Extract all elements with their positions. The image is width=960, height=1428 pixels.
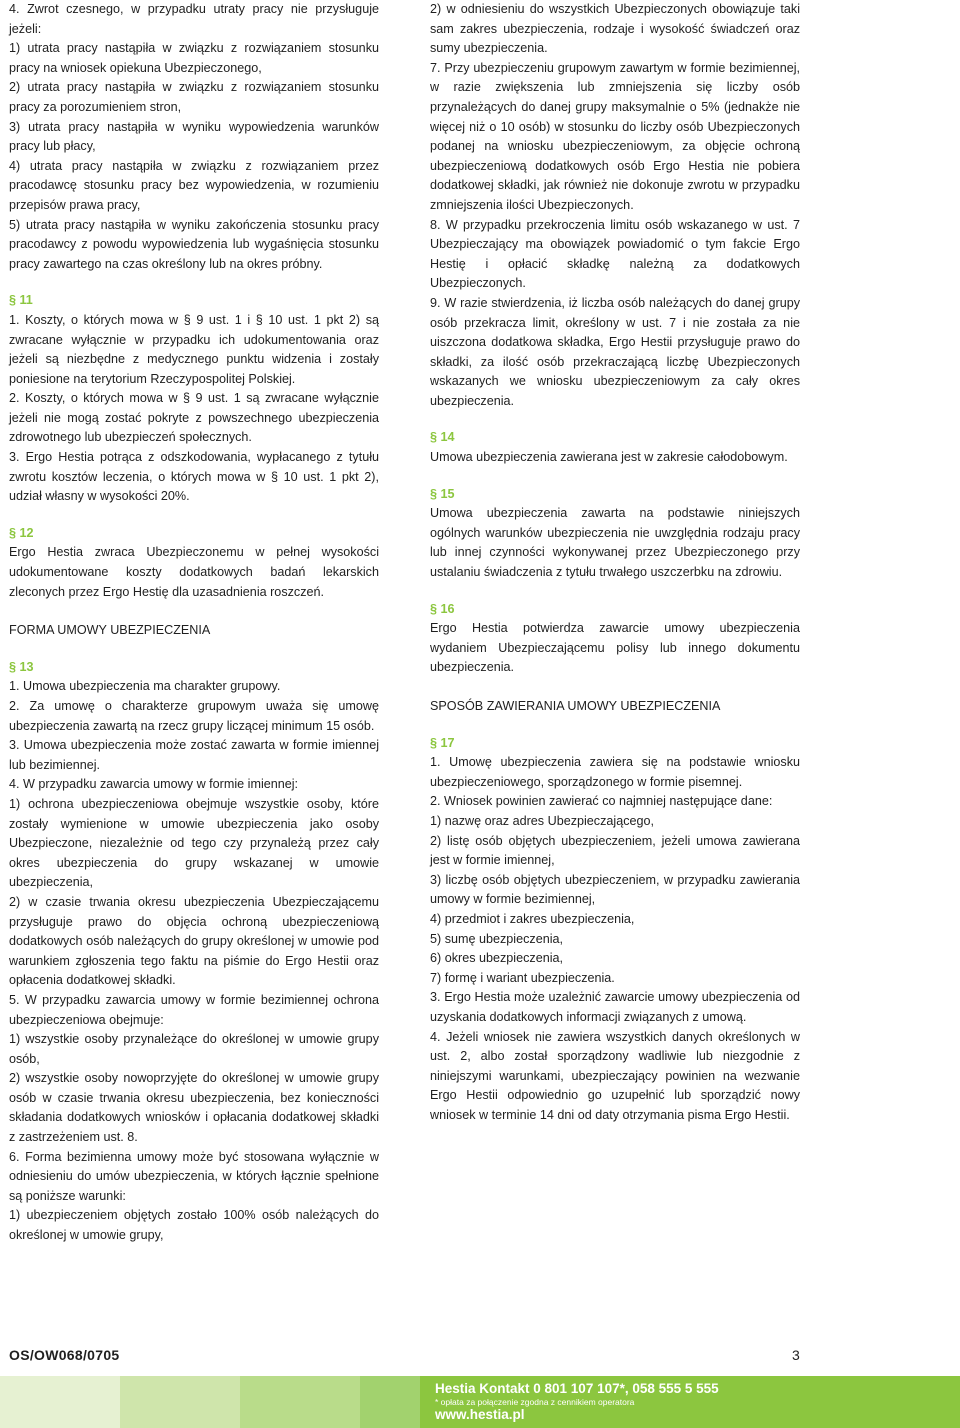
paragraph: 1) ochrona ubezpieczeniowa obejmuje wszystkie osoby, które zostały wymienione w umowie ubezpieczenia jako osoby Ubezpieczone, niezależnie od tego czy przynależą przez cały okres ubezpieczenia do grupy wskazanej w umowie ubezpieczenia, xyxy=(9,796,379,890)
contact-note: * opłata za połączenie zgodna z cennikiem operatora xyxy=(435,1397,635,1407)
paragraph: 4. Zwrot czesnego, w przypadku utraty pracy nie przysługuje jeżeli: xyxy=(9,2,379,36)
paragraph: 1) wszystkie osoby przynależące do określonej w umowie grupy osób, xyxy=(9,1032,379,1066)
paragraph: Umowa ubezpieczenia zawarta na podstawie niniejszych ogólnych warunków ubezpieczenia nie uwzględnia rodzaju pracy lub innej czynności wykonywanej przez Ubezpieczonego przy ustalaniu świadczenia z tytułu trwałego uszczerbku na zdrowiu. xyxy=(430,506,800,580)
section-number: § 17 xyxy=(430,735,455,750)
paragraph: 1. Koszty, o których mowa w § 9 ust. 1 i § 10 ust. 1 pkt 2) są zwracane wyłącznie w przypadku ich udokumentowania oraz jeżeli są niezbędne z medycznego punktu widzenia i zostały poniesione na terytorium Rzeczypospolitej Polskiej. xyxy=(9,312,379,386)
paragraph: 4) utrata pracy nastąpiła w związku z rozwiązaniem przez pracodawcę stosunku pracy bez wypowiedzenia, w rozumieniu przepisów prawa pracy, xyxy=(9,158,379,212)
left-column xyxy=(9,0,379,1246)
stripe-1 xyxy=(0,1376,120,1428)
section-number: § 16 xyxy=(430,601,455,616)
paragraph: 2. Wniosek powinien zawierać co najmniej następujące dane: xyxy=(430,794,773,809)
page-number: 3 xyxy=(792,1347,800,1363)
section-heading: SPOSÓB ZAWIERANIA UMOWY UBEZPIECZENIA xyxy=(430,699,721,713)
paragraph: 5) sumę ubezpieczenia, xyxy=(430,931,564,946)
paragraph: 1. Umowa ubezpieczenia ma charakter grupowy. xyxy=(9,679,281,694)
paragraph: 4. W przypadku zawarcia umowy w formie imiennej: xyxy=(9,777,299,792)
paragraph: 2) utrata pracy nastąpiła w związku z rozwiązaniem stosunku pracy za porozumieniem stron, xyxy=(9,80,379,114)
contact-box xyxy=(435,1381,719,1423)
paragraph: 2) w odniesieniu do wszystkich Ubezpieczonych obowiązuje taki sam zakres ubezpieczenia, rodzaje i wysokość świadczeń oraz sumy ubezpieczenia. xyxy=(430,2,800,56)
right-column xyxy=(430,0,800,1125)
paragraph: 5) utrata pracy nastąpiła w wyniku zakończenia stosunku pracy pracodawcy z powodu wypowiedzenia lub wygaśnięcia stosunku pracy zawartego na czas określony lub na okres próbny. xyxy=(9,217,379,271)
paragraph: 3) utrata pracy nastąpiła w wyniku wypowiedzenia warunków pracy lub płacy, xyxy=(9,119,379,154)
stripe-2 xyxy=(120,1376,240,1428)
paragraph: 1) ubezpieczeniem objętych zostało 100% osób należących do określonej w umowie grupy, xyxy=(9,1208,379,1243)
paragraph: Umowa ubezpieczenia zawierana jest w zakresie całodobowym. xyxy=(430,450,788,465)
paragraph: 1. Umowę ubezpieczenia zawiera się na podstawie wniosku ubezpieczeniowego, sporządzonego w formie pisemnej. xyxy=(430,755,800,789)
paragraph: 9. W razie stwierdzenia, iż liczba osób należących do danej grupy osób przekracza limit, określony w ust. 7 i nie została za nie uiszczona dodatkowa składka, Ergo Hestii przysługuje prawo do składki, za ilość osób przekraczającą liczbę Ubezpieczonych wskazanych we wniosku ubezpieczeniowym za cały okres ubezpieczenia. xyxy=(430,295,800,408)
stripe-3 xyxy=(240,1376,360,1428)
paragraph: Ergo Hestia zwraca Ubezpieczonemu w pełnej wysokości udokumentowane koszty dodatkowych badań lekarskich zleconych przez Ergo Hestię dla uzasadnienia roszczeń. xyxy=(9,545,379,599)
paragraph: 3. Umowa ubezpieczenia może zostać zawarta w formie imiennej lub bezimiennej. xyxy=(9,738,379,772)
paragraph: 8. W przypadku przekroczenia limitu osób wskazanego w ust. 7 Ubezpieczający ma obowiązek powiadomić o tym fakcie Ergo Hestię i opłacić składkę należną za dodatkowych Ubezpieczonych. xyxy=(430,217,800,291)
paragraph: 6) okres ubezpieczenia, xyxy=(430,951,564,966)
paragraph: 1) nazwę oraz adres Ubezpieczającego, xyxy=(430,813,655,828)
paragraph: 7) formę i wariant ubezpieczenia. xyxy=(430,970,615,985)
paragraph: 7. Przy ubezpieczeniu grupowym zawartym w formie bezimiennej, w razie zwiększenia lub zmniejszenia się liczby osób przynależących do danej grupy maksymalnie o 5% (jednakże nie więcej niż o 10 osób) w stosunku do liczby osób Ubezpieczonych podanej na wniosku ubezpieczeniowym, za objęcie ochroną ubezpieczeniową dodatkowych osób Ergo Hestia nie pobiera dodatkowej składki, jak również nie dokonuje zwrotu w przypadku zmniejszenia ilości Ubezpieczonych. xyxy=(430,60,800,212)
document-code: OS/OW068/0705 xyxy=(9,1347,120,1363)
paragraph: 2. Koszty, o których mowa w § 9 ust. 1 są zwracane wyłącznie jeżeli nie mogą zostać pokryte z powszechnego ubezpieczenia zdrowotnego lub ubezpieczeń społecznych. xyxy=(9,391,379,445)
section-number: § 14 xyxy=(430,430,455,445)
section-number: § 15 xyxy=(430,486,455,501)
website-link[interactable]: www.hestia.pl xyxy=(435,1407,525,1422)
paragraph: 3. Ergo Hestia potrąca z odszkodowania, wypłacanego z tytułu zwrotu kosztów leczenia, o których mowa w § 10 ust. 1 pkt 2), udział własny w wysokości 20%. xyxy=(9,450,379,504)
paragraph: 1) utrata pracy nastąpiła w związku z rozwiązaniem stosunku pracy na wniosek opiekuna Ubezpieczonego, xyxy=(9,41,379,75)
paragraph: 3. Ergo Hestia może uzależnić zawarcie umowy ubezpieczenia od uzyskania dodatkowych informacji związanych z umową. xyxy=(430,990,800,1024)
paragraph: 6. Forma bezimienna umowy może być stosowana wyłącznie w odniesieniu do umów ubezpieczenia, w których łącznie spełnione są poniższe warunki: xyxy=(9,1149,379,1203)
section-heading: FORMA UMOWY UBEZPIECZENIA xyxy=(9,623,211,638)
section-number: § 13 xyxy=(9,659,34,674)
paragraph: 2. Za umowę o charakterze grupowym uważa się umowę ubezpieczenia zawartą na rzecz grupy liczącej minimum 15 osób. xyxy=(9,699,379,733)
paragraph: 2) w czasie trwania okresu ubezpieczenia Ubezpieczającemu przysługuje prawo do objęcia ochroną ubezpieczeniową dodatkowych osób należących do grupy określonej w umowie pod warunkiem zgłoszenia tego faktu na piśmie do Ergo Hestii oraz opłacenia dodatkowej składki. xyxy=(9,894,379,988)
paragraph: 2) listę osób objętych ubezpieczeniem, jeżeli umowa zawierana jest w formie imiennej, xyxy=(430,833,800,868)
stripe-4 xyxy=(360,1376,420,1428)
contact-line: Hestia Kontakt 0 801 107 107*, 058 555 5 555 xyxy=(435,1381,719,1396)
section-number: § 11 xyxy=(9,293,33,308)
paragraph: Ergo Hestia potwierdza zawarcie umowy ubezpieczenia wydaniem Ubezpieczającemu polisy lub innego dokumentu ubezpieczenia. xyxy=(430,621,800,675)
section-number: § 12 xyxy=(9,525,34,540)
paragraph: 4) przedmiot i zakres ubezpieczenia, xyxy=(430,911,635,926)
paragraph: 2) wszystkie osoby nowoprzyjęte do określonej w umowie grupy osób w czasie trwania okresu ubezpieczenia, bez konieczności składania dodatkowych wniosków i opłacania dodatkowej składki z zastrzeżeniem ust. 8. xyxy=(9,1071,379,1145)
paragraph: 4. Jeżeli wniosek nie zawiera wszystkich danych określonych w ust. 2, albo został sporządzony wadliwie lub niezgodnie z niniejszymi warunkami, ubezpieczający powinien na wezwanie Ergo Hestii odpowiednio go uzupełnić lub sporządzić nowy wniosek w terminie 14 dni od daty otrzymania pisma Ergo Hestii. xyxy=(430,1029,800,1122)
paragraph: 5. W przypadku zawarcia umowy w formie bezimiennej ochrona ubezpieczeniowa obejmuje: xyxy=(9,992,379,1027)
paragraph: 3) liczbę osób objętych ubezpieczeniem, w przypadku zawierania umowy w formie bezimiennej, xyxy=(430,872,800,907)
